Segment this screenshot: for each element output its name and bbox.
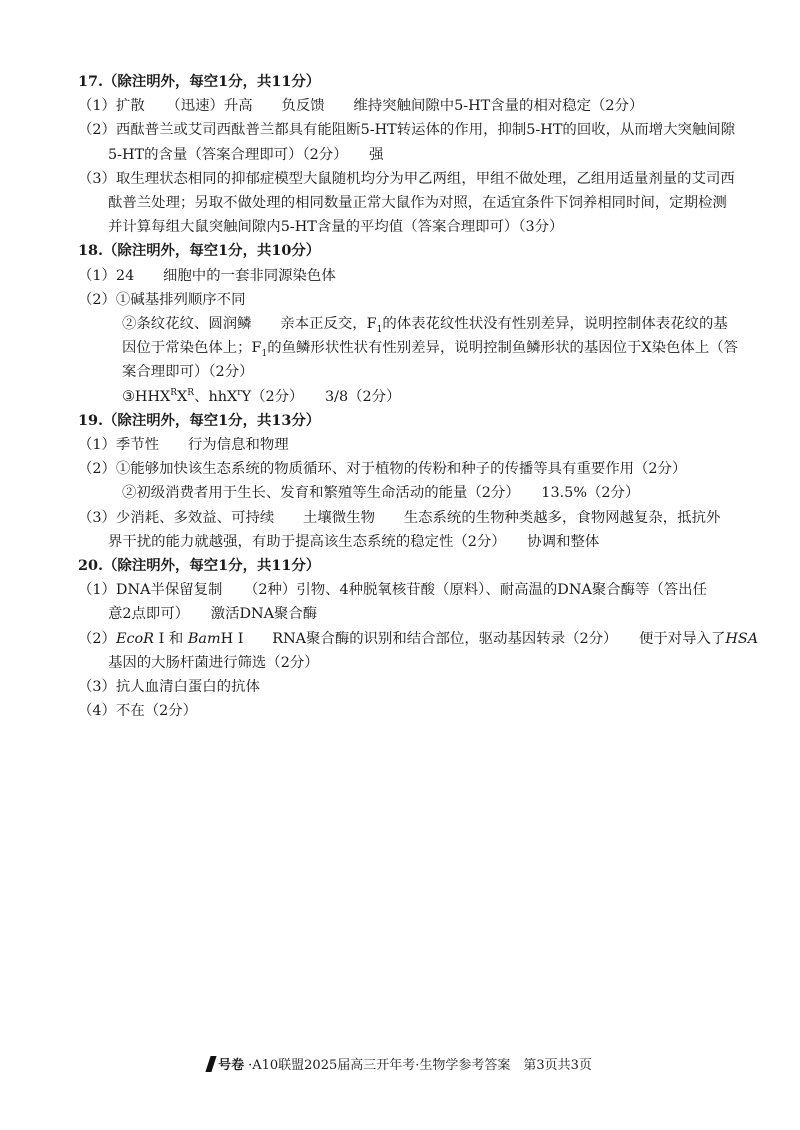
q20-answer-1-line2: 意2点即可） 激活DNA聚合酶	[108, 606, 318, 623]
page-footer	[0, 1054, 800, 1073]
brand-logo-icon	[205, 1056, 216, 1072]
q17-answer-3-line3: 并计算每组大鼠突触间隙内5-HT含量的平均值（答案合理即可）（3分）	[108, 219, 564, 236]
q20-answer-4: （4）不在（2分）	[78, 703, 198, 720]
q19-answer-2-2: ②初级消费者用于生长、发育和繁殖等生命活动的能量（2分） 13.5%（2分）	[122, 485, 640, 502]
q20-answer-2-line1: （2）EcoR I 和 BamH I RNA聚合酶的识别和结合部位，驱动基因转录（2分） 便于对导入了HSA	[78, 630, 759, 647]
footer-text: ·A10联盟2025届高三开年考·生物学参考答案 第3页共3页	[248, 1058, 592, 1073]
q18-answer-2-2-line1: ②条纹花纹、圆润鳞 亲本正反交，$F_1$的体表花纹性状没有性别差异，说明控制体表花纹的基	[122, 316, 728, 335]
q19-answer-3-line2: 界干扰的能力就越强，有助于提高该生态系统的稳定性（2分） 协调和整体	[108, 533, 600, 550]
q17-answer-3-line2: 酞普兰处理；另取不做处理的相同数量正常大鼠作为对照，在适宜条件下饲养相同时间，定期检测	[108, 195, 727, 212]
q20-answer-1-line1: （1）DNA半保留复制 （2种）引物、4种脱氧核苷酸（原料）、耐高温的DNA聚合酶等（答出任	[78, 582, 707, 599]
answer-content	[78, 70, 759, 723]
q17-heading: 17.（除注明外，每空1分，共11分）	[78, 73, 321, 90]
q19-answer-2-1: （2）①能够加快该生态系统的物质循环、对于植物的传粉和种子的传播等具有重要作用（2分）	[78, 461, 687, 478]
q18-answer-2-2-line3: 案合理即可）（2分）	[122, 364, 254, 381]
q20-answer-2-line2: 基因的大肠杆菌进行筛选（2分）	[108, 654, 319, 671]
q20-answer-3: （3）抗人血清白蛋白的抗体	[78, 679, 260, 696]
q18-answer-2-2-line2: 因位于常染色体上；$F_1$的鱼鳞形状性状有性别差异，说明控制鱼鳞形状的基因位于X染色体上（答	[122, 340, 738, 360]
q19-answer-3-line1: （3）少消耗、多效益、可持续 土壤微生物 生态系统的生物种类越多，食物网越复杂，抵抗外	[78, 509, 721, 526]
brand-name: 号卷	[218, 1058, 245, 1073]
q17-answer-1: （1）扩散 （迅速）升高 负反馈 维持突触间隙中5-HT含量的相对稳定（2分）	[78, 98, 644, 115]
q20-heading: 20.（除注明外，每空1分，共11分）	[78, 557, 321, 575]
q18-answer-2-3: $③HHX^RX^R$、hhX$^r$Y（2分） 3/8（2分）	[122, 387, 401, 405]
q18-heading: 18.（除注明外，每空1分，共10分）	[78, 242, 321, 260]
q17-answer-2-line1: （2）西酞普兰或艾司西酞普兰都具有能阻断5-HT转运体的作用，抑制5-HT的回收，从而增大突触间隙	[78, 122, 736, 139]
q17-answer-3-line1: （3）取生理状态相同的抑郁症模型大鼠随机均分为甲乙两组，甲组不做处理，乙组用适量剂量的艾司西	[78, 170, 735, 187]
q19-answer-1: （1）季节性 行为信息和物理	[78, 437, 289, 454]
q18-answer-1: （1）24 细胞中的一套非同源染色体	[78, 267, 336, 284]
q18-answer-2-1: （2）①碱基排列顺序不同	[78, 291, 246, 308]
q19-heading: 19.（除注明外，每空1分，共13分）	[78, 411, 321, 429]
q17-answer-2-line2: 5-HT的含量（答案合理即可）（2分） 强	[108, 146, 384, 163]
